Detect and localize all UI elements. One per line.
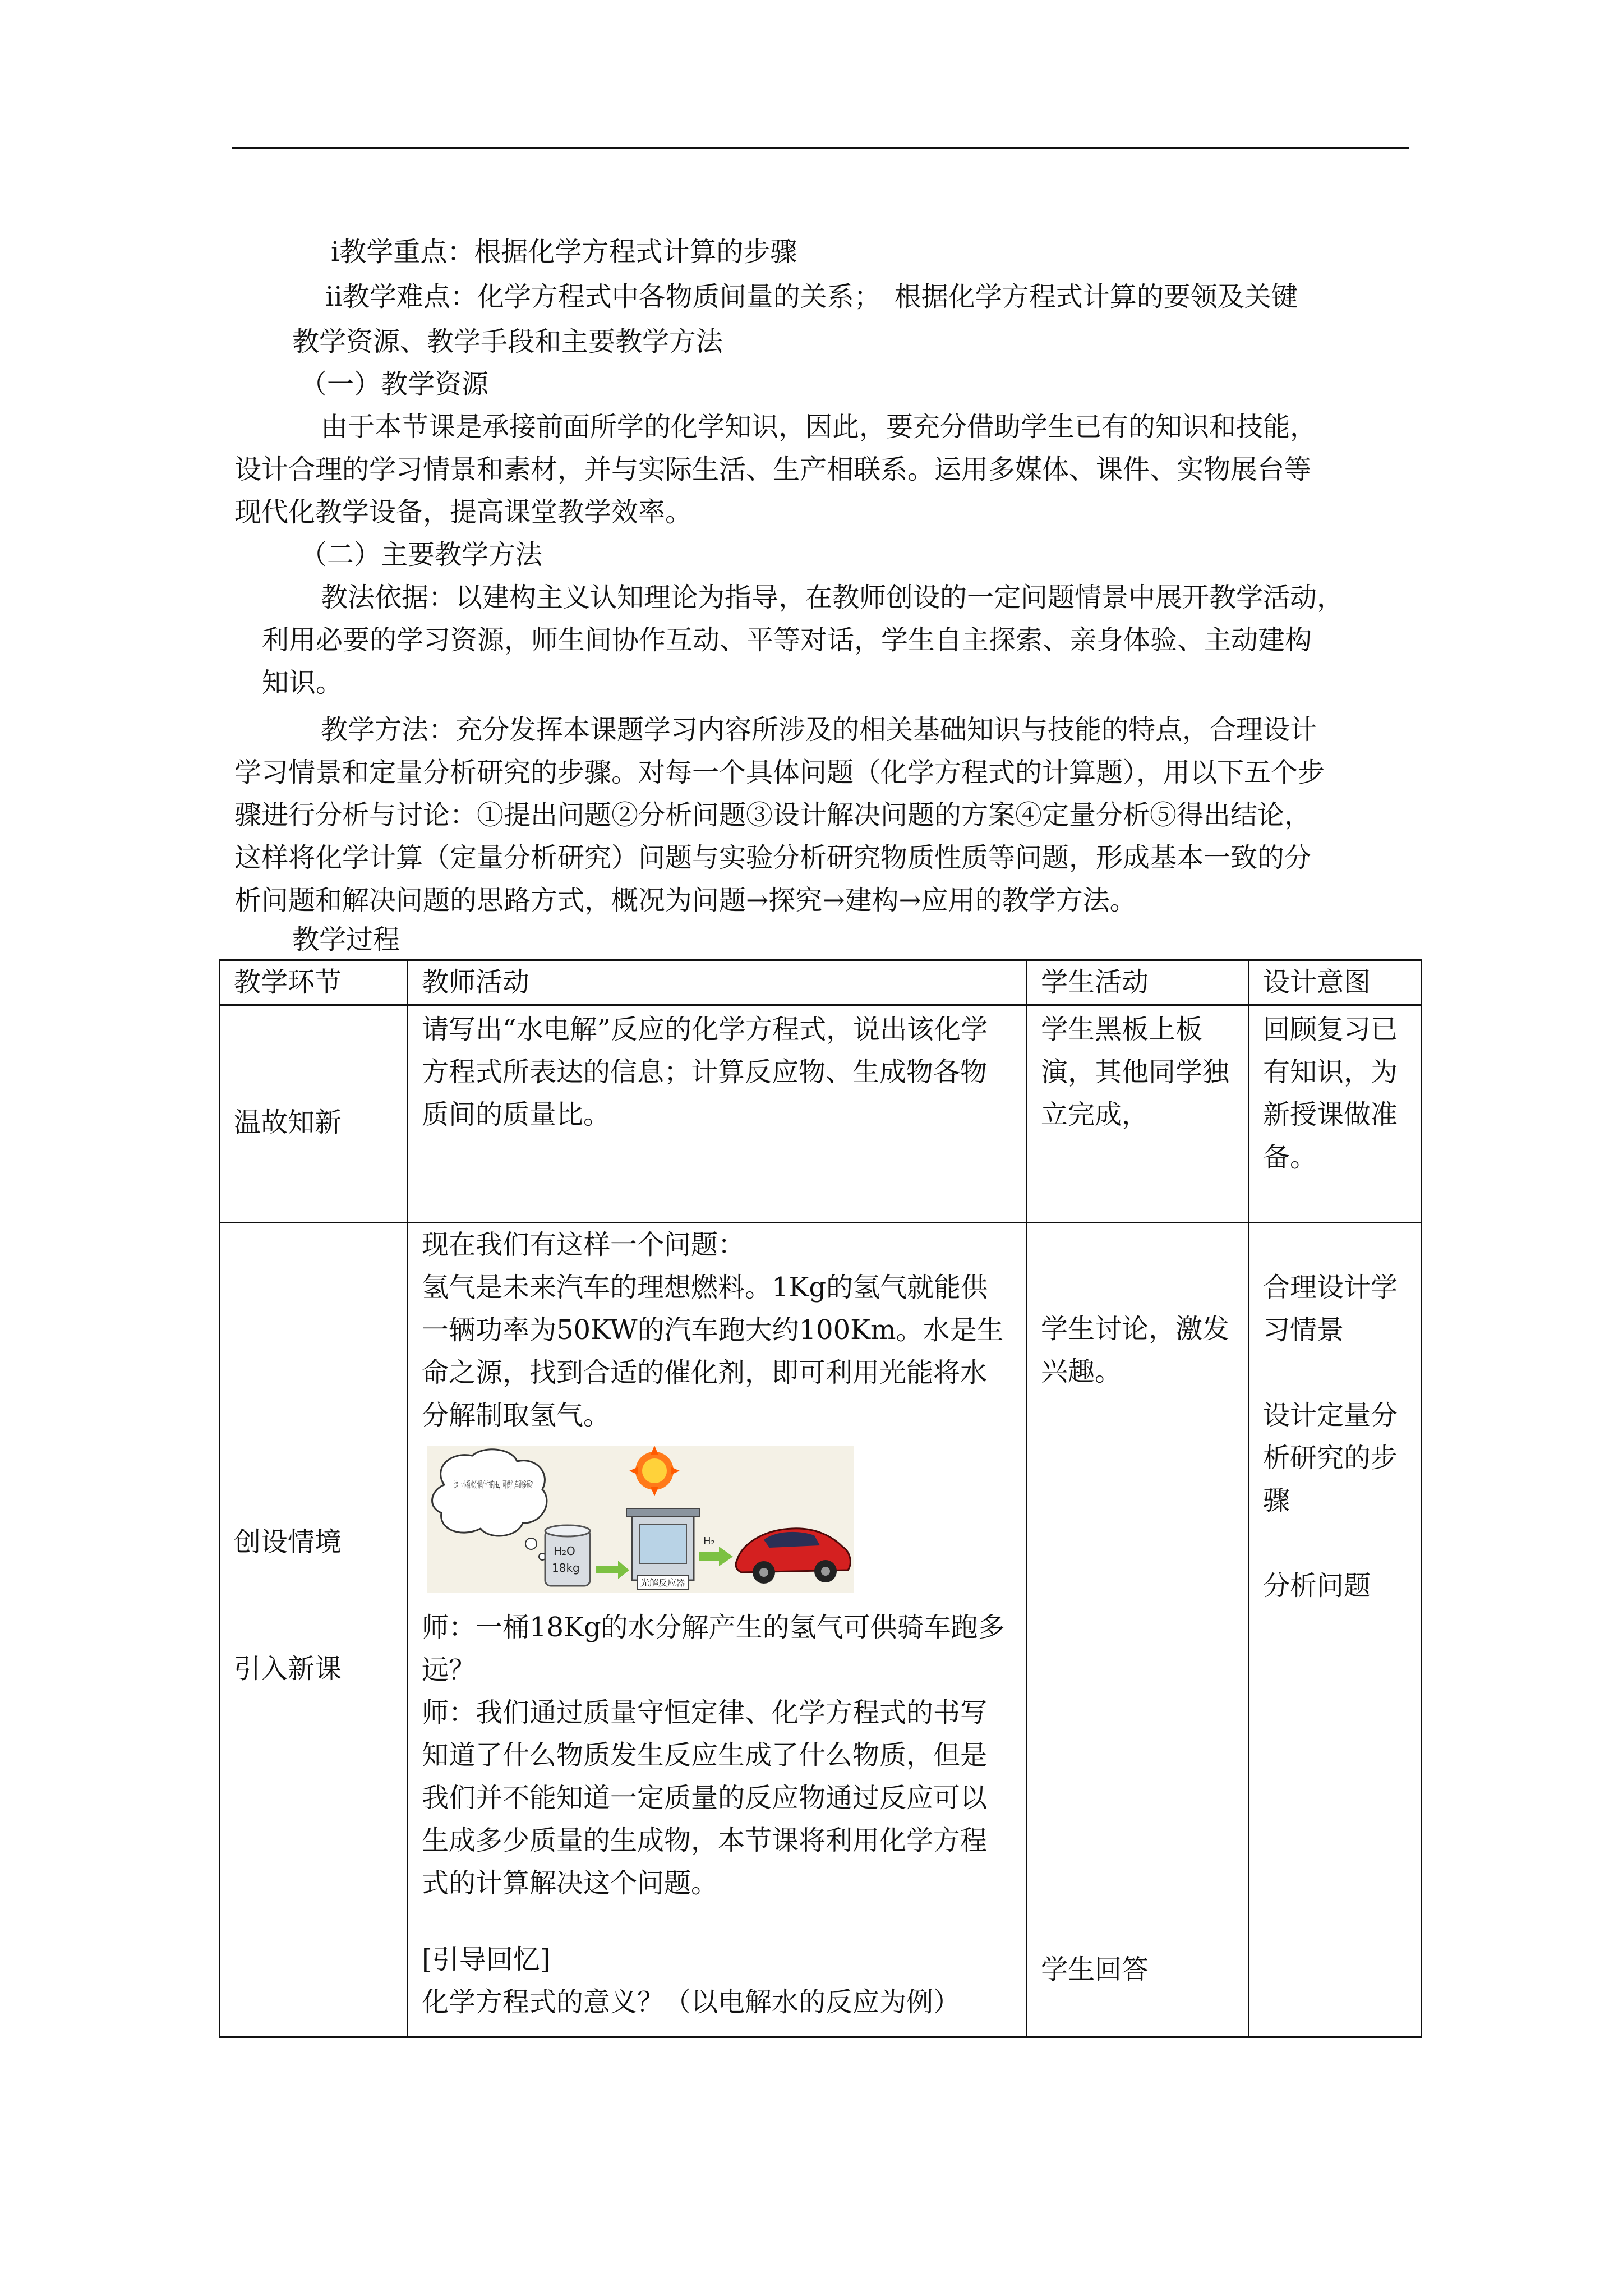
intent-text: 合理设计学习情景	[1263, 1272, 1398, 1346]
student-text: 学生回答	[1041, 1954, 1149, 1985]
key-point: ⅰ教学重点：根据化学方程式计算的步骤	[331, 236, 797, 268]
table-header-row	[220, 960, 1422, 1005]
student-cell	[1027, 1005, 1249, 1223]
teacher-text: [引导回忆]	[422, 1944, 551, 1975]
thought-bubble-icon	[432, 1450, 547, 1536]
sub1-para-line: 由于本节课是承接前面所学的化学知识，因此，要充分借助学生已有的知识和技能，	[321, 411, 1317, 443]
svg-text:光解反应器: 光解反应器	[640, 1577, 686, 1588]
process-heading: 教学过程	[292, 924, 400, 955]
intent-text: 回顾复习已有知识，为新授课做准备。	[1263, 1014, 1398, 1173]
hydrogen-car-illustration	[427, 1446, 854, 1593]
teacher-cell	[408, 1223, 1027, 2037]
method-para-line: 析问题和解决问题的思路方式，概况为问题→探究→建构→应用的教学方法。	[234, 885, 1137, 916]
method-para-line: 教学方法：充分发挥本课题学习内容所涉及的相关基础知识与技能的特点，合理设计	[321, 714, 1317, 746]
water-barrel-icon	[545, 1525, 590, 1586]
basis-para-line: 教法依据：以建构主义认知理论为指导，在教师创设的一定问题情景中展开教学活动，	[321, 582, 1344, 613]
intent-cell	[1249, 1005, 1422, 1223]
teacher-text: 请写出“水电解”反应的化学方程式，说出该化学方程式所表达的信息；计算反应物、生成物各物质间的质量比。	[422, 1014, 988, 1130]
svg-text:H₂O: H₂O	[554, 1544, 575, 1558]
stage-label: 引入新课	[234, 1653, 342, 1685]
method-para-line: 这样将化学计算（定量分析研究）问题与实验分析研究物质性质等问题，形成基本一致的分	[234, 842, 1312, 873]
intent-text: 分析问题	[1263, 1570, 1371, 1602]
sub1-heading: （一）教学资源	[300, 369, 489, 400]
teacher-text: 师：我们通过质量守恒定律、化学方程式的书写知道了什么物质发生反应生成了什么物质，但是我们并不能知道一定质量的反应物通过反应可以生成多少质量的生成物，本节课将利用化学方程式的计算解决这个问题。	[422, 1697, 988, 1899]
bubble-text: 这一小桶水分解产生的H₂，可供汽车跑多远?	[454, 1479, 533, 1490]
student-text: 学生讨论，激发兴趣。	[1041, 1313, 1230, 1387]
student-cell	[1027, 1223, 1249, 2037]
table-row	[220, 1223, 1422, 2037]
stage-label: 创设情境	[234, 1526, 342, 1558]
table-row	[220, 1005, 1422, 1223]
section-heading: 教学资源、教学手段和主要教学方法	[292, 326, 723, 357]
header-student: 学生活动	[1027, 960, 1249, 1005]
stage-label: 温故知新	[234, 1107, 342, 1138]
teacher-text: 师：一桶18Kg的水分解产生的氢气可供骑车跑多远？	[422, 1612, 1005, 1686]
teacher-text: 现在我们有这样一个问题：	[422, 1229, 745, 1260]
stage-cell	[220, 1223, 408, 2037]
svg-text:18kg: 18kg	[552, 1561, 580, 1575]
sub1-para-line: 设计合理的学习情景和素材，并与实际生活、生产相联系。运用多媒体、课件、实物展台等	[234, 454, 1312, 485]
stage-cell	[220, 1005, 408, 1223]
method-para-line: 骤进行分析与讨论：①提出问题②分析问题③设计解决问题的方案④定量分析⑤得出结论，	[234, 799, 1312, 831]
header-teacher: 教师活动	[408, 960, 1027, 1005]
header-rule	[232, 147, 1409, 149]
sub1-para-line: 现代化教学设备，提高课堂教学效率。	[234, 496, 693, 528]
basis-para-line: 利用必要的学习资源，师生间协作互动、平等对话，学生自主探索、亲身体验、主动建构	[262, 624, 1312, 656]
gas-label: H₂	[703, 1535, 715, 1547]
method-para-line: 学习情景和定量分析研究的步骤。对每一个具体问题（化学方程式的计算题），用以下五个步	[234, 757, 1325, 788]
teacher-text: 氢气是未来汽车的理想燃料。1Kg的氢气就能供一辆功率为50KW的汽车跑大约100Km。水是生命之源，找到合适的催化剂，即可利用光能将水分解制取氢气。	[422, 1272, 1004, 1431]
difficulty: ⅱ教学难点：化学方程式中各物质间量的关系； 根据化学方程式计算的要领及关键	[325, 281, 1298, 312]
teacher-text: 化学方程式的意义？（以电解水的反应为例）	[422, 1986, 961, 2018]
basis-para-line: 知识。	[262, 667, 343, 698]
header-stage: 教学环节	[220, 960, 408, 1005]
intent-text: 设计定量分析研究的步骤	[1263, 1400, 1398, 1516]
intent-cell	[1249, 1223, 1422, 2037]
header-intent: 设计意图	[1249, 960, 1422, 1005]
reactor-device-icon	[626, 1508, 699, 1589]
sub2-heading: （二）主要教学方法	[300, 539, 543, 570]
teacher-cell	[408, 1005, 1027, 1223]
student-text: 学生黑板上板演，其他同学独立完成，	[1041, 1014, 1230, 1130]
teaching-process-table	[219, 959, 1422, 2038]
